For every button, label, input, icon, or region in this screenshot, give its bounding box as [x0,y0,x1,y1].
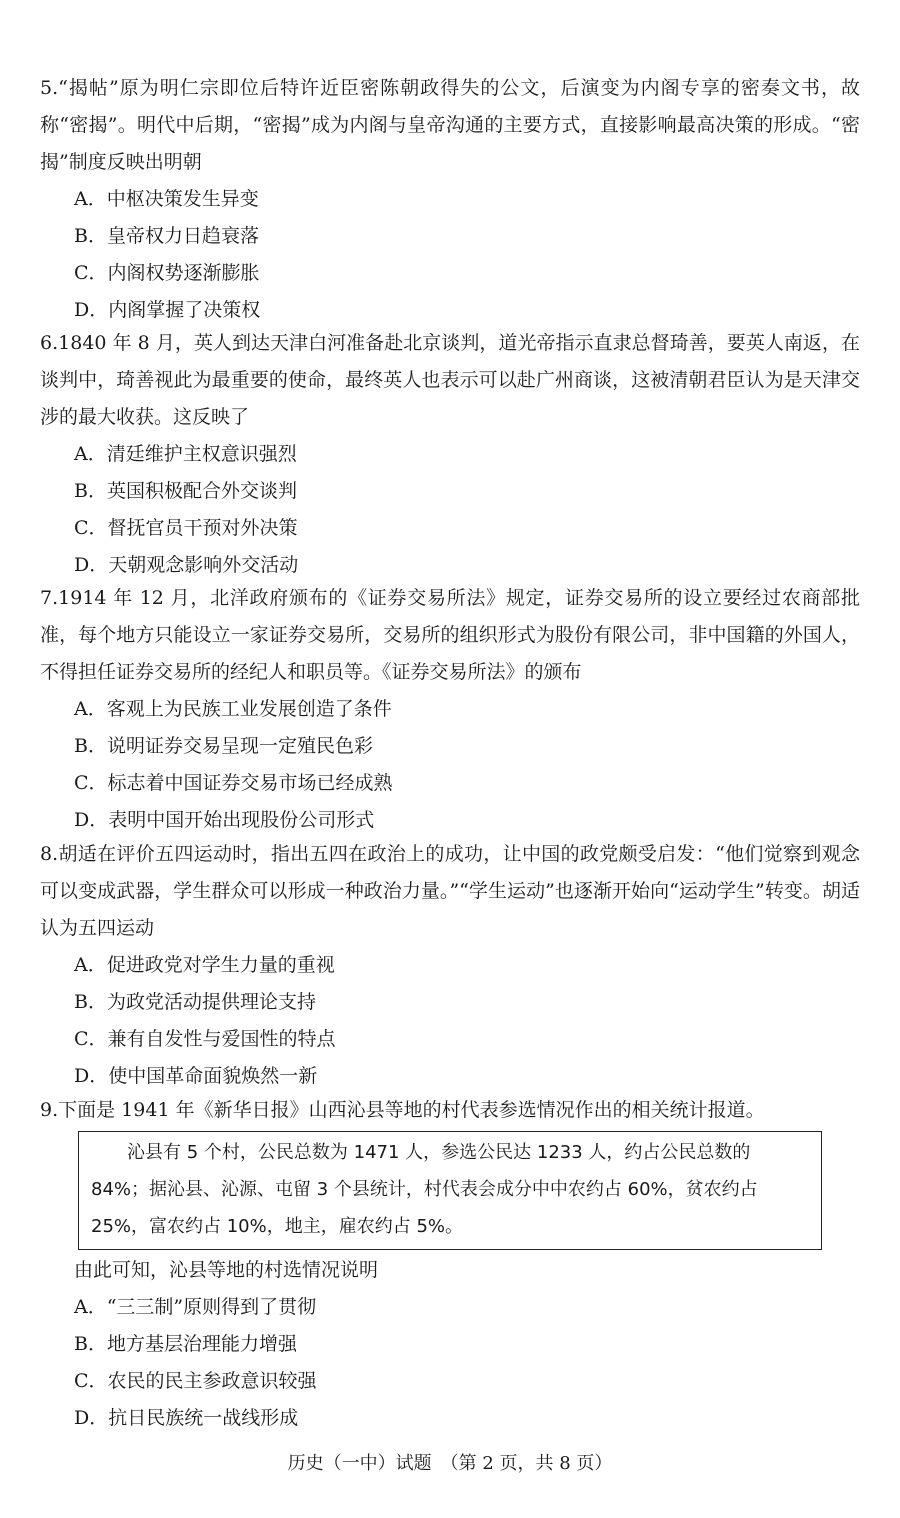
page-footer: 历史（一中）试题 （第 2 页，共 8 页） [287,1453,613,1474]
question-9-number: 9. [40,1099,59,1121]
question-7-option-c: C．标志着中国证券交易市场已经成熟 [74,772,393,794]
question-8-option-c: C．兼有自发性与爱国性的特点 [74,1028,336,1050]
question-9-prompt: 由此可知，沁县等地的村选情况说明 [74,1259,379,1281]
question-5-number: 5. [40,77,59,99]
question-8 [40,836,860,1095]
question-9-option-d: D．抗日民族统一战线形成 [74,1407,299,1429]
question-7-option-b: B．说明证券交易呈现一定殖民色彩 [74,735,373,757]
question-9 [40,1092,860,1437]
question-6-text: 1840 年 8 月，英人到达天津白河准备赴北京谈判，道光帝指示直隶总督琦善，要英人南返，在谈判中，琦善视此为最重要的使命，最终英人也表示可以赴广州商谈，这被清朝君臣认为是天津交涉的最大收获。这反映了 [40,332,860,428]
question-6-option-c: C．督抚官员干预对外决策 [74,517,298,539]
question-5 [40,70,860,329]
question-7-option-d: D．表明中国开始出现股份公司形式 [74,809,375,831]
question-9-option-b: B．地方基层治理能力增强 [74,1333,297,1355]
question-5-option-a: A．中枢决策发生异变 [74,188,259,210]
question-8-option-b: B．为政党活动提供理论支持 [74,991,316,1013]
question-6 [40,325,860,584]
question-6-option-b: B．英国积极配合外交谈判 [74,480,297,502]
question-7-stem [40,580,860,691]
question-6-stem [40,325,860,436]
question-5-stem [40,70,860,181]
question-7-option-a: A．客观上为民族工业发展创造了条件 [74,698,392,720]
question-8-stem [40,836,860,947]
question-9-option-a: A．“三三制”原则得到了贯彻 [74,1296,317,1318]
question-9-option-c: C．农民的民主参政意识较强 [74,1370,317,1392]
question-9-stem [40,1092,860,1129]
question-5-option-b: B．皇帝权力日趋衰落 [74,225,259,247]
question-7 [40,580,860,839]
question-8-number: 8. [40,843,59,865]
question-9-text: 下面是 1941 年《新华日报》山西沁县等地的村代表参选情况作出的相关统计报道。 [58,1099,765,1121]
question-8-text: 胡适在评价五四运动时，指出五四在政治上的成功，让中国的政党颇受启发：“他们觉察到观念可以变成武器，学生群众可以形成一种政治力量。”“学生运动”也逐渐开始向“运动学生”转变。胡适认为五四运动 [40,843,860,939]
question-6-number: 6. [40,332,59,354]
question-6-option-a: A．清廷维护主权意识强烈 [74,443,297,465]
question-5-option-c: C．内阁权势逐渐膨胀 [74,262,260,284]
question-9-material-box: 沁县有 5 个村，公民总数为 1471 人，参选公民达 1233 人，约占公民总数的 84%；据沁县、沁源、屯留 3 个县统计，村代表会成分中中农约占 60%，贫农约占 25%，富农约占 10%，地主，雇农约占 5%。 [78,1131,822,1250]
question-5-text: “揭帖”原为明仁宗即位后特许近臣密陈朝政得失的公文，后演变为内阁专享的密奏文书，故称“密揭”。明代中后期，“密揭”成为内阁与皇帝沟通的主要方式，直接影响最高决策的形成。“密揭”制度反映出明朝 [40,77,860,173]
question-6-option-d: D．天朝观念影响外交活动 [74,554,299,576]
question-7-text: 1914 年 12 月，北洋政府颁布的《证券交易所法》规定，证券交易所的设立要经过农商部批准，每个地方只能设立一家证券交易所，交易所的组织形式为股份有限公司，非中国籍的外国人，不得担任证券交易所的经纪人和职员等。《证券交易所法》的颁布 [40,587,860,683]
question-8-option-d: D．使中国革命面貌焕然一新 [74,1065,318,1087]
question-8-option-a: A．促进政党对学生力量的重视 [74,954,335,976]
question-7-number: 7. [40,587,59,609]
question-5-option-d: D．内阁掌握了决策权 [74,299,261,321]
